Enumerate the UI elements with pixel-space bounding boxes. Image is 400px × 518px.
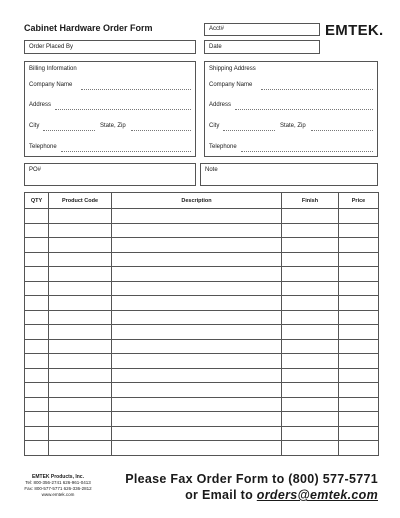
order-placed-by-field[interactable] <box>24 40 196 54</box>
cell-finish[interactable] <box>282 238 339 253</box>
cell-qty[interactable] <box>25 209 49 224</box>
table-row <box>25 252 379 267</box>
table-row <box>25 281 379 296</box>
table-row <box>25 368 379 383</box>
date-field[interactable] <box>204 40 320 54</box>
cell-price[interactable] <box>339 310 379 325</box>
shipping-address-label: Address <box>209 102 232 108</box>
cell-qty[interactable] <box>25 339 49 354</box>
billing-state-zip-label: State, Zip <box>100 123 126 129</box>
billing-telephone-line[interactable] <box>61 151 191 152</box>
cell-price[interactable] <box>339 252 379 267</box>
column-header-product-code: Product Code <box>49 193 112 209</box>
table-row <box>25 383 379 398</box>
shipping-telephone-line[interactable] <box>241 151 373 152</box>
table-row <box>25 209 379 224</box>
cell-price[interactable] <box>339 223 379 238</box>
po-field[interactable] <box>24 163 196 186</box>
footer-company: EMTEK Products, Inc. <box>32 474 84 480</box>
email-link[interactable]: orders@emtek.com <box>256 488 378 502</box>
cell-product-code[interactable] <box>49 252 112 267</box>
table-row <box>25 441 379 456</box>
billing-telephone-label: Telephone <box>29 144 57 150</box>
cell-product-code[interactable] <box>49 267 112 282</box>
cell-product-code[interactable] <box>49 441 112 456</box>
cell-price[interactable] <box>339 441 379 456</box>
cell-price[interactable] <box>339 426 379 441</box>
email-instruction <box>185 488 378 502</box>
footer-web: www.emtek.com <box>41 492 75 497</box>
shipping-address-line[interactable] <box>235 109 373 110</box>
cell-qty[interactable] <box>25 223 49 238</box>
order-placed-by-label: Order Placed By <box>29 44 74 50</box>
cell-description[interactable] <box>112 325 282 340</box>
cell-finish[interactable] <box>282 397 339 412</box>
cell-description[interactable] <box>112 426 282 441</box>
emtek-logo: EMTEK. <box>325 22 384 39</box>
acct-label: Acct# <box>209 26 225 32</box>
acct-field[interactable] <box>204 23 320 36</box>
billing-address-label: Address <box>29 102 52 108</box>
cell-price[interactable] <box>339 281 379 296</box>
cell-qty[interactable] <box>25 412 49 427</box>
table-row <box>25 397 379 412</box>
table-row <box>25 426 379 441</box>
cell-qty[interactable] <box>25 354 49 369</box>
cell-description[interactable] <box>112 397 282 412</box>
form-title: Cabinet Hardware Order Form <box>24 23 153 33</box>
cell-description[interactable] <box>112 310 282 325</box>
shipping-city-label: City <box>209 123 220 129</box>
cell-finish[interactable] <box>282 281 339 296</box>
cell-finish[interactable] <box>282 325 339 340</box>
billing-company-label: Company Name <box>29 82 73 88</box>
billing-city-label: City <box>29 123 40 129</box>
cell-finish[interactable] <box>282 412 339 427</box>
cell-description[interactable] <box>112 296 282 311</box>
cell-product-code[interactable] <box>49 426 112 441</box>
billing-heading: Billing Information <box>29 66 77 72</box>
cell-product-code[interactable] <box>49 383 112 398</box>
cell-product-code[interactable] <box>49 339 112 354</box>
cell-description[interactable] <box>112 412 282 427</box>
cell-product-code[interactable] <box>49 310 112 325</box>
billing-city-line[interactable] <box>43 130 95 131</box>
po-label: PO# <box>29 167 42 173</box>
billing-address-line[interactable] <box>55 109 191 110</box>
table-header-row <box>25 193 379 209</box>
cell-qty[interactable] <box>25 441 49 456</box>
billing-state-zip-line[interactable] <box>131 130 191 131</box>
cell-qty[interactable] <box>25 238 49 253</box>
cell-finish[interactable] <box>282 339 339 354</box>
column-header-finish: Finish <box>282 193 339 209</box>
table-row <box>25 223 379 238</box>
note-field[interactable] <box>200 163 378 186</box>
table-row <box>25 325 379 340</box>
cell-qty[interactable] <box>25 296 49 311</box>
cell-finish[interactable] <box>282 209 339 224</box>
cell-description[interactable] <box>112 383 282 398</box>
fax-instruction: Please Fax Order Form to (800) 577-5771 <box>125 472 378 486</box>
note-label: Note <box>205 167 218 173</box>
cell-product-code[interactable] <box>49 281 112 296</box>
shipping-city-line[interactable] <box>223 130 275 131</box>
footer-fax: Fax: 800-577-5771 626-336-2812 <box>24 486 92 491</box>
cell-product-code[interactable] <box>49 223 112 238</box>
table-row <box>25 238 379 253</box>
cell-description[interactable] <box>112 267 282 282</box>
cell-qty[interactable] <box>25 426 49 441</box>
cell-qty[interactable] <box>25 281 49 296</box>
cell-price[interactable] <box>339 325 379 340</box>
cell-price[interactable] <box>339 397 379 412</box>
cell-qty[interactable] <box>25 383 49 398</box>
cell-description[interactable] <box>112 238 282 253</box>
cell-description[interactable] <box>112 209 282 224</box>
cell-price[interactable] <box>339 296 379 311</box>
cell-description[interactable] <box>112 281 282 296</box>
cell-price[interactable] <box>339 339 379 354</box>
cell-price[interactable] <box>339 383 379 398</box>
cell-finish[interactable] <box>282 383 339 398</box>
cell-price[interactable] <box>339 354 379 369</box>
cell-qty[interactable] <box>25 397 49 412</box>
cell-product-code[interactable] <box>49 209 112 224</box>
cell-price[interactable] <box>339 368 379 383</box>
shipping-state-zip-label: State, Zip <box>280 123 306 129</box>
cell-finish[interactable] <box>282 354 339 369</box>
cell-finish[interactable] <box>282 310 339 325</box>
cell-product-code[interactable] <box>49 354 112 369</box>
cell-product-code[interactable] <box>49 296 112 311</box>
cell-price[interactable] <box>339 412 379 427</box>
cell-product-code[interactable] <box>49 325 112 340</box>
column-header-price: Price <box>339 193 379 209</box>
cell-finish[interactable] <box>282 267 339 282</box>
shipping-telephone-label: Telephone <box>209 144 237 150</box>
footer-contact <box>18 474 98 498</box>
shipping-company-line[interactable] <box>261 89 373 90</box>
cell-description[interactable] <box>112 339 282 354</box>
cell-description[interactable] <box>112 223 282 238</box>
cell-qty[interactable] <box>25 325 49 340</box>
table-row <box>25 267 379 282</box>
column-header-qty: QTY <box>25 193 49 209</box>
order-items-table <box>24 192 379 456</box>
footer-tel: Tel: 800-356-2741 626-961-0413 <box>25 480 91 485</box>
shipping-company-label: Company Name <box>209 82 253 88</box>
cell-description[interactable] <box>112 252 282 267</box>
cell-finish[interactable] <box>282 223 339 238</box>
cell-price[interactable] <box>339 238 379 253</box>
column-header-description: Description <box>112 193 282 209</box>
cell-price[interactable] <box>339 267 379 282</box>
cell-product-code[interactable] <box>49 412 112 427</box>
cell-product-code[interactable] <box>49 238 112 253</box>
date-label: Date <box>209 44 222 50</box>
cell-qty[interactable] <box>25 267 49 282</box>
shipping-state-zip-line[interactable] <box>311 130 373 131</box>
cell-finish[interactable] <box>282 368 339 383</box>
shipping-heading: Shipping Address <box>209 66 256 72</box>
email-prefix: or Email to <box>185 488 257 502</box>
cell-price[interactable] <box>339 209 379 224</box>
cell-description[interactable] <box>112 368 282 383</box>
cell-product-code[interactable] <box>49 368 112 383</box>
cell-qty[interactable] <box>25 252 49 267</box>
shipping-section <box>204 61 378 157</box>
cell-product-code[interactable] <box>49 397 112 412</box>
cell-qty[interactable] <box>25 310 49 325</box>
cell-description[interactable] <box>112 441 282 456</box>
cell-finish[interactable] <box>282 426 339 441</box>
cell-qty[interactable] <box>25 368 49 383</box>
table-row <box>25 412 379 427</box>
cell-finish[interactable] <box>282 441 339 456</box>
table-row <box>25 339 379 354</box>
billing-section <box>24 61 196 157</box>
billing-company-line[interactable] <box>81 89 191 90</box>
table-row <box>25 354 379 369</box>
cell-finish[interactable] <box>282 296 339 311</box>
table-row <box>25 296 379 311</box>
table-row <box>25 310 379 325</box>
cell-finish[interactable] <box>282 252 339 267</box>
cell-description[interactable] <box>112 354 282 369</box>
